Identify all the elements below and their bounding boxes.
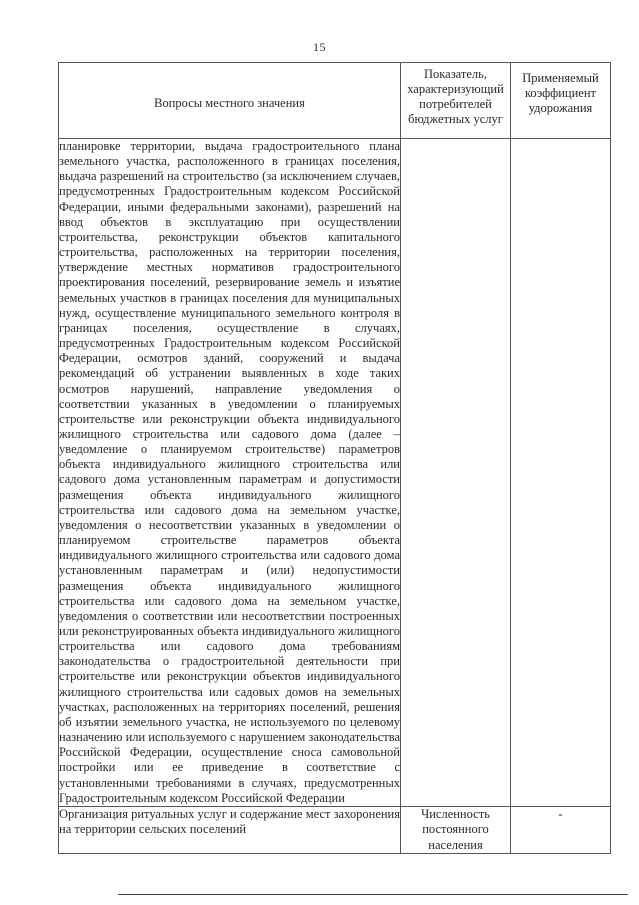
footer-divider (118, 894, 628, 895)
local-issues-table (58, 62, 611, 854)
row-indicator-cell: Численность постоянного населения (401, 806, 511, 854)
table-row (59, 806, 611, 854)
page-number: 15 (313, 40, 326, 54)
header-indicator: Показатель, характеризующий потребителей бюджетных услуг (401, 63, 511, 139)
header-coefficient: Применяемый коэффициент удорожания (511, 63, 611, 139)
row-coefficient-cell (511, 139, 611, 807)
table-row (59, 139, 611, 807)
table-header-row (59, 63, 611, 139)
row-indicator-cell (401, 139, 511, 807)
row-coefficient-cell: - (511, 806, 611, 854)
row-issue-cell: планировке территории, выдача градостроительного плана земельного участка, расположенного в границах поселения, выдача разрешений на строительство (за исключением случаев, предусмотренных Градостроительным кодексом Российской Федерации, иными федеральными законами), разрешений на ввод объектов в эксплуатацию при осуществлении строительства, реконструкции объектов капитального строительства, расположенных на территории поселения, утверждение местных нормативов градостроительного проектирования поселений, резервирование земель и изъятие земельных участков в границах поселения для муниципальных нужд, осуществление муниципального земельного контроля в границах поселения, осуществление в случаях, предусмотренных Градостроительным кодексом Российской Федерации, осмотров зданий, сооружений и выдача рекомендаций об устранении выявленных в ходе таких осмотров нарушений, направление уведомления о соответствии указанных в уведомлении о планируемых строительстве или реконструкции объекта индивидуального жилищного строительства или садового дома (далее – уведомление о планируемом строительстве) параметров объекта индивидуального жилищного строительства или садового дома установленным параметрам и допустимости размещения объекта индивидуального жилищного строительства или садового дома на земельном участке, уведомления о несоответствии указанных в уведомлении о планируемом строительстве параметров объекта индивидуального жилищного строительства или садового дома установленным параметрам и (или) недопустимости размещения объекта индивидуального жилищного строительства или садового дома на земельном участке, уведомления о соответствии или несоответствии построенных или реконструированных объекта индивидуального жилищного строительства или садового дома требованиям законодательства о градостроительной деятельности при строительстве или реконструкции объектов индивидуального жилищного строительства или садовых домов на земельных участках, расположенных на территориях поселений, решения об изъятии земельного участка, не используемого по целевому назначению или используемого с нарушением законодательства Российской Федерации, осуществление сноса самовольной постройки или ее приведение в соответствие с установленными требованиями в случаях, предусмотренных Градостроительным кодексом Российской Федерации (59, 139, 400, 805)
header-issues: Вопросы местного значения (59, 63, 401, 139)
row-issue-cell: Организация ритуальных услуг и содержание мест захоронения на территории сельских поселений (59, 806, 401, 854)
